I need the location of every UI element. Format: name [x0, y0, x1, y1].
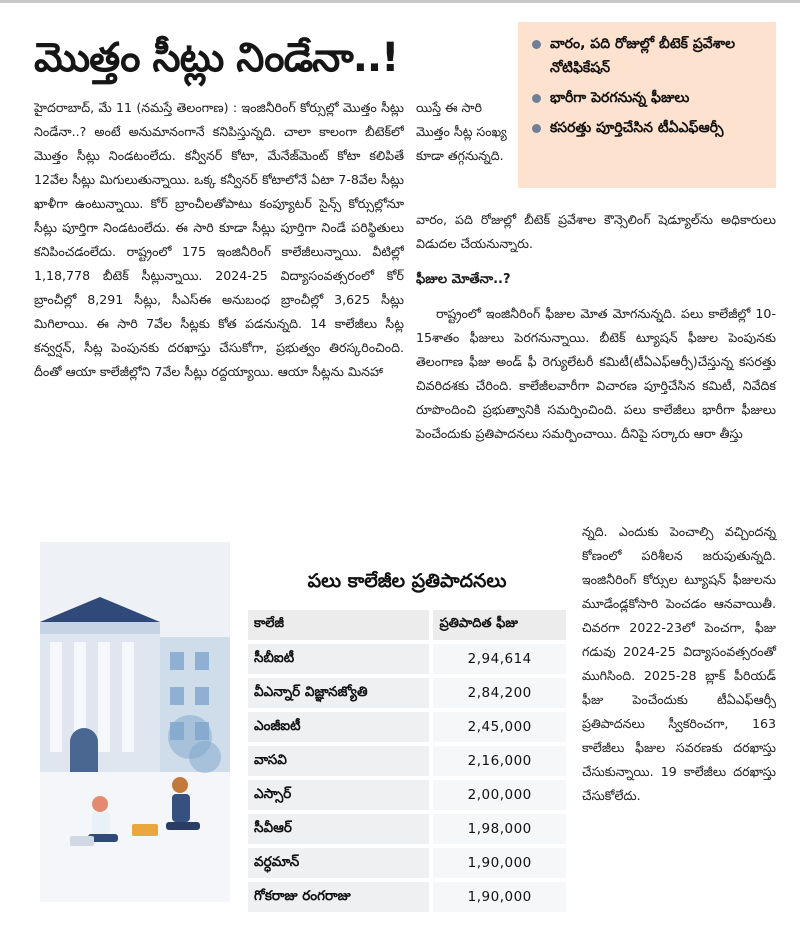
- article-mid-column: [416, 208, 776, 446]
- proposed-fee: 2,45,000: [429, 712, 566, 742]
- headline: మొత్తం సీట్లు నిండేనా..!: [34, 35, 399, 81]
- table-row: [248, 644, 566, 674]
- college-name: సీబీఐటీ: [248, 644, 429, 674]
- proposed-fee: 1,90,000: [429, 882, 566, 912]
- fee-proposals-table: [248, 566, 566, 916]
- article-right-column: [582, 520, 776, 808]
- table-header-row: [248, 610, 566, 640]
- table-title: పలు కాలేజీల ప్రతిపాదనలు: [307, 570, 507, 592]
- proposed-fee: 2,00,000: [429, 780, 566, 810]
- section-subhead: ఫీజుల మోతేనా..?: [416, 272, 511, 287]
- table-row: [248, 780, 566, 810]
- fee-table: [248, 606, 566, 916]
- proposed-fee: 1,98,000: [429, 814, 566, 844]
- article-left-column: [34, 96, 404, 524]
- proposed-fee: 2,16,000: [429, 746, 566, 776]
- article-paragraph: హైదరాబాద్, మే 11 (నమస్తే తెలంగాణ) : ఇంజినీరింగ్ కోర్సుల్లో మొత్తం సీట్లు నిండేనా..? అంటే అనుమానంగానే కనిపిస్తున్నది. చాలా కాలంగా బీటెక్‌లో మొత్తం సీట్లు నిండటంలేదు. కన్వీనర్ కోటా, మేనేజ్‌మెంట్ కోటా కలిపితే 12వేల సీట్లు మిగులుతున్నాయి. ఒక్క కన్వీనర్ కోటాలోనే ఏటా 7-8వేల సీట్లు ఖాళీగా ఉంటున్నాయి. కోర్ బ్రాంచీలతోపాటు కంప్యూటర్ సైన్స్ కోర్సుల్లోనూ సీట్లు పూర్తిగా నిండటంలేదు. ఈ సారి కూడా సీట్లు పూర్తిగా నిండే పరిస్థితులు కనిపించడంలేదు. రాష్ట్రంలో 175 ఇంజినీరింగ్ కాలేజీలున్నాయి. వీటిల్లో 1,18,778 బీటెక్ సీట్లున్నాయి. 2024-25 విద్యాసంవత్సరంలో కోర్ బ్రాంచీల్లో 8,291 సీట్లు, సీఎస్ఈ అనుబంధ బ్రాంచీల్లో 3,625 సీట్లు మిగిలాయి. ఈ సారి 7వేల సీట్లకు కోత పడనున్నది. 14 కాలేజీలు సీట్ల కన్వర్షన్, సీట్ల పెంపునకు దరఖాస్తు చేసుకోగా, ప్రభుత్వం తిరస్కరించింది. దీంతో ఆయా కాలేజీల్లోని 7వేల సీట్లు రద్దయ్యాయి. ఆయా సీట్లను మినహా: [34, 100, 404, 379]
- table-row: [248, 712, 566, 742]
- table-row: [248, 814, 566, 844]
- highlight-item: వారం, పది రోజుల్లో బీటెక్ ప్రవేశాల నోటిఫికేషన్: [530, 32, 766, 80]
- proposed-fee: 2,94,614: [429, 644, 566, 674]
- proposed-fee: 2,84,200: [429, 678, 566, 708]
- college-name: ఎస్సార్: [248, 780, 429, 810]
- college-name: సీవీఆర్: [248, 814, 429, 844]
- college-name: గోకరాజు రంగరాజు: [248, 882, 429, 912]
- highlights-box: [518, 22, 776, 188]
- article-paragraph: వారం, పది రోజుల్లో బీటెక్ ప్రవేశాల కౌన్సెలింగ్ షెడ్యూల్‌ను అధికారులు విడుదల చేయనున్నారు.: [416, 212, 776, 251]
- college-illustration: [40, 542, 230, 902]
- college-name: ఎంజీఐటీ: [248, 712, 429, 742]
- college-name: వీఎన్నార్ విజ్ఞానజ్యోతి: [248, 678, 429, 708]
- college-building-icon: [40, 542, 230, 902]
- column-header-fee: ప్రతిపాదిత ఫీజు: [429, 610, 566, 640]
- college-name: వాసవి: [248, 746, 429, 776]
- highlight-item: భారీగా పెరగనున్న ఫీజులు: [530, 86, 766, 110]
- article-mid-top: [416, 96, 512, 168]
- table-row: [248, 678, 566, 708]
- article-paragraph: న్నది. ఎందుకు పెంచాల్సి వచ్చిందన్న కోణంలో పరిశీలన జరుపుతున్నది. ఇంజినీరింగ్ కోర్సుల ట్యూషన్ ఫీజులను మూడేండ్లకోసారి పెంచడం ఆనవాయితీ. చివరగా 2022-23లో పెంచగా, ఫీజు గడువు 2024-25 విద్యాసంవత్సరంతో ముగిసింది. 2025-28 బ్లాక్ పీరియడ్ ఫీజు పెంచేందుకు టీఏఎఫ్ఆర్సీ ప్రతిపాదనలు స్వీకరించగా, 163 కాలేజీలు ఫీజుల సవరణకు దరఖాస్తు చేసుకున్నాయి. 19 కాలేజీలు దరఖాస్తు చేసుకోలేదు.: [582, 524, 776, 803]
- table-row: [248, 848, 566, 878]
- column-header-college: కాలేజీ: [248, 610, 429, 640]
- highlight-item: కసరత్తు పూర్తిచేసిన టీఏఎఫ్ఆర్సీ: [530, 116, 766, 140]
- article-paragraph: యిస్తే ఈ సారి మొత్తం సీట్ల సంఖ్య కూడా తగ్గనున్నది.: [416, 100, 507, 163]
- proposed-fee: 1,90,000: [429, 848, 566, 878]
- article-paragraph: రాష్ట్రంలో ఇంజినీరింగ్ ఫీజుల మోత మోగనున్నది. పలు కాలేజీల్లో 10-15శాతం ఫీజులు పెరగనున్నాయి. బీటెక్ ట్యూషన్ ఫీజుల పెంపునకు తెలంగాణ ఫీజు అండ్ ఫీ రెగ్యులేటరీ కమిటీ(టీఏఎఫ్ఆర్సీ)చేస్తున్న కసరత్తు చివరిదశకు చేరింది. కాలేజీలవారీగా విచారణ పూర్తిచేసిన కమిటీ, నివేదిక రూపొందించి ప్రభుత్వానికి సమర్పించింది. పలు కాలేజీలు భారీగా ఫీజులు పెంచేందుకు ప్రతిపాదనలు సమర్పించాయి. దీనిపై సర్కారు ఆరా తీస్తు: [416, 306, 776, 441]
- table-row: [248, 882, 566, 912]
- college-name: వర్ధమాన్: [248, 848, 429, 878]
- table-row: [248, 746, 566, 776]
- top-rule: [0, 0, 800, 3]
